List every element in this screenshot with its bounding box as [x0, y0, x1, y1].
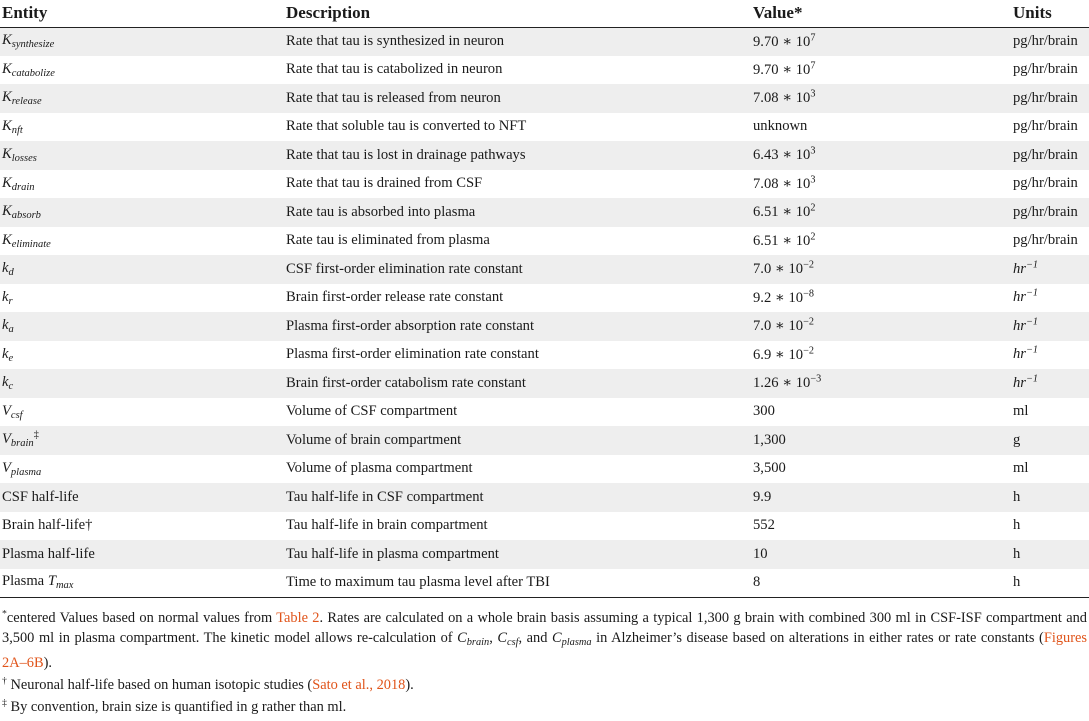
header-entity: Entity [0, 0, 284, 27]
value-cell: 1.26 ∗ $10^{-3}$ [753, 373, 822, 392]
entity-symbol: $k_a$ [2, 317, 14, 336]
description-cell: Time to maximum tau plasma level after TBI [284, 569, 751, 598]
entity-cell: $V_{brain}^\ddagger$ [2, 429, 39, 450]
table-row [0, 141, 1089, 170]
entity-symbol: $V_{brain}$ [2, 431, 34, 450]
entity-cell [0, 312, 284, 341]
units-cell: $hr^{-1}$ [1013, 316, 1038, 334]
entity-cell [0, 398, 284, 427]
footnote-half-life: † Neuronal half-life based on human isotopic studies (Sato et al., 2018). [2, 675, 414, 693]
table-row [0, 227, 1089, 256]
header-description: Description [284, 0, 751, 27]
footnote-text: . Rates are calculated on a whole brain basis assuming a typical 1,300 g brain with combined 300 ml in CSF-ISF compartment and 3,500 ml in plasma compartment. The kinetic model allows re-calculation of [2, 609, 1087, 646]
description-cell: Rate that tau is catabolized in neuron [286, 61, 503, 78]
description-cell: Plasma first-order absorption rate constant [286, 317, 535, 334]
entity-cell [0, 141, 284, 170]
table-row [0, 569, 1089, 598]
units-cell: $hr^{-1}$ [1013, 373, 1038, 391]
units-cell: $hr^{-1}$ [1013, 344, 1038, 363]
value-cell: 6.9 ∗ $10^{-2}$ [753, 345, 814, 363]
entity-cell [0, 84, 284, 113]
units-cell: pg/hr/brain [1013, 175, 1078, 192]
units-cell: pg/hr/brain [1013, 146, 1078, 163]
entity-symbol: $V_{csf}$ [2, 402, 23, 421]
value-cell: 552 [753, 517, 775, 534]
description-cell: Tau half-life in CSF compartment [286, 488, 484, 505]
footnote-values: *centered Values based on normal values from Table 2. Rates are calculated on a whole brain basis assuming a typical 1,300 g brain with combined 300 ml in CSF-ISF compartment and 3,500 ml in plasma compartment. The kinetic model allows re-calculation of $C_{brain}$, $C_{csf}$, and $C_{plasma}$ in Alzheimer’s disease based on alterations in either rates or rate constants (Figures 2A–6B). [2, 608, 1087, 671]
figures-link[interactable]: Figures 2A–6B [2, 629, 1087, 671]
description-cell: Tau half-life in plasma compartment [286, 545, 499, 562]
value-cell: 9.70 ∗ $10^7$ [753, 60, 816, 78]
footnote-mark: † [2, 675, 7, 687]
table-row [0, 540, 1089, 569]
units-cell: h [1011, 569, 1089, 598]
table-row [0, 398, 1089, 427]
table-row [0, 483, 1089, 512]
units-cell: pg/hr/brain [1013, 118, 1078, 135]
description-cell: Brain first-order release rate constant [286, 289, 504, 306]
entity-cell [0, 227, 284, 256]
c-plasma-symbol: $C_{plasma}$ [552, 629, 592, 648]
footnote-mark: * [2, 608, 7, 620]
sato-2018-link[interactable]: Sato et al., 2018 [312, 676, 406, 693]
entity-symbol: $k_e$ [2, 345, 14, 364]
entity-symbol: $T_{max}$ [47, 573, 74, 592]
value-cell: 7.0 ∗ $10^{-2}$ [753, 259, 814, 278]
footnote-text: in Alzheimer’s disease based on alterations in either rates or rate constants ( [591, 629, 1044, 646]
entity-symbol: $K_{absorb}$ [2, 203, 41, 222]
description-cell: Volume of CSF compartment [286, 403, 458, 420]
description-cell: Volume of plasma compartment [286, 460, 473, 477]
description-cell: Plasma first-order elimination rate constant [286, 346, 539, 363]
table-header [0, 0, 1089, 27]
value-cell: 300 [753, 403, 775, 420]
units-cell: pg/hr/brain [1013, 33, 1078, 49]
value-cell: 1,300 [753, 431, 786, 448]
units-cell: h [1013, 517, 1021, 534]
table-row [0, 255, 1089, 284]
value-cell: 6.43 ∗ $10^3$ [753, 145, 816, 164]
description-cell: Rate that tau is synthesized in neuron [286, 33, 505, 49]
description-cell: Tau half-life in brain compartment [286, 517, 488, 534]
units-cell: pg/hr/brain [1013, 232, 1078, 249]
entity-cell [0, 284, 284, 313]
table-row [0, 512, 1089, 541]
entity-cell [0, 198, 284, 227]
table-body [0, 27, 1089, 597]
footnote-text: By convention, brain size is quantified in g rather than ml. [10, 698, 347, 715]
table-row [0, 341, 1089, 370]
units-cell: ml [1013, 403, 1029, 420]
entity-symbol: $K_{eliminate}$ [2, 231, 51, 250]
table-row [0, 198, 1089, 227]
value-cell: 6.51 ∗ $10^2$ [753, 202, 816, 221]
units-cell: ml [1013, 460, 1029, 477]
value-cell: 9.9 [753, 488, 772, 505]
value-cell: 8 [751, 569, 1011, 598]
entity-cell [0, 27, 284, 56]
entity-cell: Plasma half-life [2, 545, 95, 562]
entity-symbol: $K_{synthesize}$ [2, 32, 55, 51]
footnote-mark: ‡ [2, 697, 7, 709]
value-cell: 7.0 ∗ $10^{-2}$ [753, 316, 814, 335]
footnote-text: Neuronal half-life based on human isotopic studies ( [10, 676, 313, 693]
entity-symbol: $K_{nft}$ [2, 117, 23, 136]
entity-cell [0, 255, 284, 284]
table-row [0, 84, 1089, 113]
table-row [0, 284, 1089, 313]
description-cell: Rate that tau is lost in drainage pathways [286, 146, 526, 163]
description-cell: Rate that tau is released from neuron [286, 89, 501, 106]
entity-cell: Plasma $T_{max}$ [0, 569, 284, 598]
footnote-text: centered Values based on normal values from [6, 609, 277, 626]
units-cell: $hr^{-1}$ [1013, 287, 1038, 306]
value-cell: 9.70 ∗ $10^7$ [753, 31, 816, 50]
table-row [0, 113, 1089, 142]
entity-symbol: $K_{losses}$ [2, 146, 37, 165]
table-row [0, 426, 1089, 455]
entity-cell [0, 455, 284, 484]
description-cell: Rate that soluble tau is converted to NFT [286, 118, 527, 135]
header-value: Value* [751, 0, 1011, 27]
value-cell: 7.08 ∗ $10^3$ [753, 88, 816, 107]
table-footnotes [0, 598, 1089, 717]
units-cell: pg/hr/brain [1013, 89, 1078, 106]
description-cell: Volume of brain compartment [286, 431, 462, 448]
entity-symbol: $K_{catabolize}$ [2, 60, 55, 79]
entity-cell: Brain half-life† [2, 517, 93, 534]
table-row [0, 170, 1089, 199]
table-row [0, 27, 1089, 56]
entity-cell [0, 170, 284, 199]
description-cell: Rate tau is eliminated from plasma [286, 232, 490, 249]
description-cell: Rate tau is absorbed into plasma [286, 203, 476, 220]
table-row [0, 455, 1089, 484]
value-cell: 10 [753, 545, 768, 562]
entity-symbol: $K_{release}$ [2, 89, 42, 108]
entity-cell: CSF half-life [2, 488, 79, 505]
table-row [0, 312, 1089, 341]
description-cell: Rate that tau is drained from CSF [286, 175, 483, 192]
entity-symbol: $k_d$ [2, 260, 14, 279]
entity-symbol: $V_{plasma}$ [2, 459, 42, 478]
value-cell: 9.2 ∗ $10^{-8}$ [753, 288, 814, 306]
units-cell: h [1013, 545, 1021, 562]
entity-cell [0, 341, 284, 370]
description-cell: Brain first-order catabolism rate constant [286, 374, 526, 391]
c-brain-symbol: $C_{brain}$ [457, 629, 490, 648]
footnote-brain-size [2, 697, 1087, 717]
table-2-link[interactable]: Table 2 [276, 609, 320, 626]
entity-cell [0, 369, 284, 398]
units-cell: pg/hr/brain [1013, 203, 1078, 220]
value-cell: 7.08 ∗ $10^3$ [753, 174, 816, 192]
units-cell: $hr^{-1}$ [1013, 259, 1038, 277]
table-row [0, 369, 1089, 398]
units-cell: pg/hr/brain [1013, 61, 1078, 78]
table-row [0, 56, 1089, 85]
entity-cell [0, 56, 284, 85]
entity-symbol: $k_r$ [2, 288, 13, 307]
units-cell: h [1013, 488, 1021, 505]
value-cell: 3,500 [753, 460, 786, 477]
value-cell: unknown [753, 118, 808, 135]
c-csf-symbol: $C_{csf}$ [497, 629, 519, 648]
entity-symbol: $k_c$ [2, 374, 14, 393]
entity-cell [0, 113, 284, 142]
header-row [0, 0, 1089, 27]
header-units: Units [1011, 0, 1089, 27]
units-cell: g [1013, 431, 1021, 448]
value-cell: 6.51 ∗ $10^2$ [753, 231, 816, 249]
description-cell: CSF first-order elimination rate constant [286, 260, 523, 277]
entity-symbol: $K_{drain}$ [2, 174, 35, 193]
